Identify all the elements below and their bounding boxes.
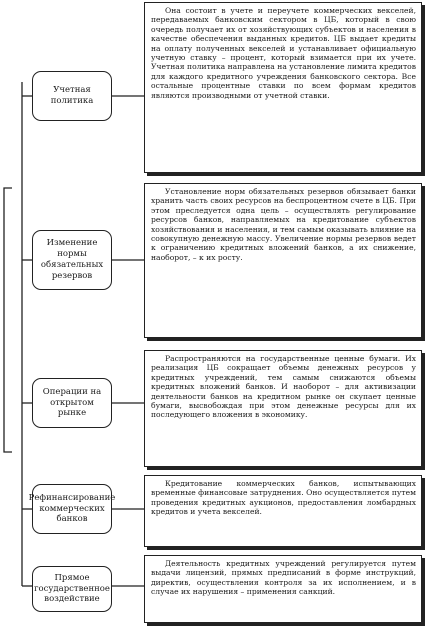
- description-text: Установление норм обязательных резервов обязывает банки хранить часть своих ресурсов на беспроцентном счете в ЦБ. При этом преследуется одна цель – осуществлять регулирование ресурсов банков, направляемых на кредитование субъектов хозяйствования и населения, и тем самым оказывать влияние на совокупную денежную массу. Увеличение нормы резервов ведет к ограничению кредитных вложений банков, а их снижение, наоборот, – к их росту.: [151, 187, 416, 262]
- tool-label: Учетная политика: [50, 85, 94, 106]
- tool-label: Рефинансирование коммерческих банков: [28, 492, 116, 525]
- tool-label: Изменение нормы обязательных резервов: [40, 238, 104, 281]
- tool-box-discount-policy: [32, 71, 112, 121]
- tool-box-refinancing: [28, 484, 116, 534]
- left-bracket: [4, 188, 12, 452]
- description-discount-policy: [144, 2, 422, 173]
- tool-box-direct-government-influence: [32, 566, 112, 612]
- description-reserve-requirements: [144, 183, 422, 338]
- tool-label: Операции на открытом рынке: [42, 386, 102, 419]
- tool-label: Прямое государственное воздействие: [34, 572, 110, 605]
- tool-box-open-market-operations: [32, 378, 112, 428]
- description-refinancing: [144, 475, 422, 547]
- tool-box-reserve-requirements: [32, 230, 112, 290]
- description-text: Кредитование коммерческих банков, испытывающих временные финансовые затруднения. Оно осуществляется путем проведения кредитных аукционов, предоставления ломбардных кредитов и учета векселей.: [151, 479, 416, 517]
- description-direct-government-influence: [144, 555, 422, 623]
- description-text: Она состоит в учете и переучете коммерческих векселей, передаваемых банковским сектором в ЦБ, который в свою очередь получает их от хозяйствующих субъектов и населения в качестве обеспечения выданных кредитов. ЦБ выдает кредиты на оплату полученных векселей и устанавливает официальную учетную ставку – процент, который взимается при их учете. Учетная политика направлена на установление лимита кредитов для каждого кредитного учреждения банковского сектора. Все остальные процентные ставки по всем формам кредитов являются производными от учетной ставки.: [151, 6, 416, 100]
- description-open-market-operations: [144, 350, 422, 467]
- description-text: Деятельность кредитных учреждений регулируется путем выдачи лицензий, прямых предписаний в форме инструкций, директив, осуществления контроля за их исполнением, и в случае их нарушения – применения санкций.: [151, 559, 416, 597]
- description-text: Распространяются на государственные ценные бумаги. Их реализация ЦБ сокращает объемы денежных ресурсов у кредитных учреждений, тем самым снижаются объемы кредитных вложений банков. И наоборот – для активизации деятельности банков на кредитном рынке он скупает ценные бумаги, высвобождая при этом денежные ресурсы для их последующего вложения в экономику.: [151, 354, 416, 420]
